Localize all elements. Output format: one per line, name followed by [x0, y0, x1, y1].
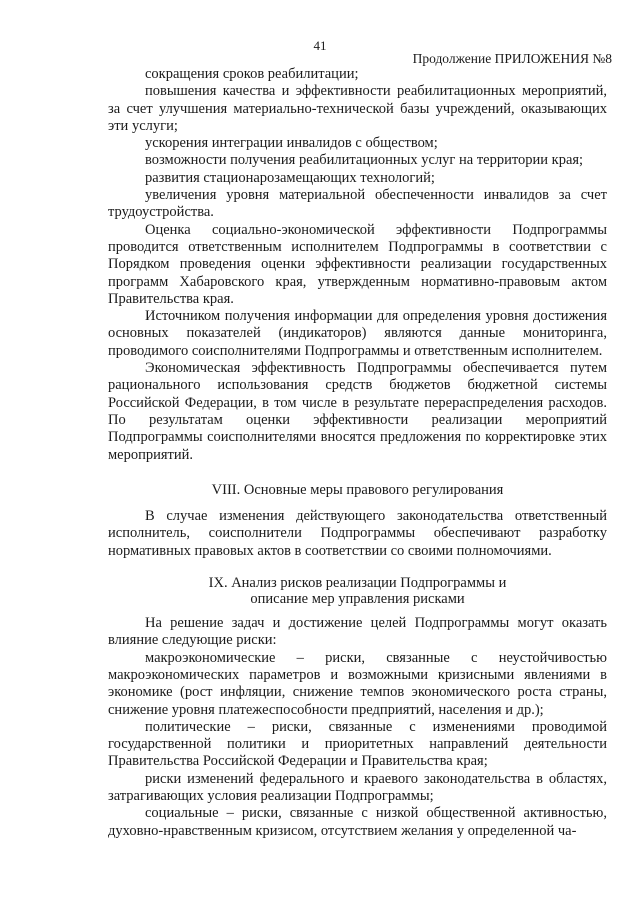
- paragraph: На решение задач и достижение целей Подпрограммы могут оказать влияние следующие риски:: [108, 615, 607, 649]
- section-heading-9-line2: описание мер управления рисками: [250, 590, 465, 607]
- list-item: политические – риски, связанные с изменениями проводимой государственной политики и приоритетных направлений деятельности Правительства Российской Федерации и Правительства края;: [108, 718, 607, 770]
- list-item: социальные – риски, связанные с низкой общественной активностью, духовно-нравственным кризисом, отсутствием желания у определенной ча-: [108, 805, 607, 839]
- paragraph: Экономическая эффективность Подпрограммы обеспечивается путем рационального использования средств бюджетов бюджетной системы Российской Федерации, в том числе в результате перераспределения расходов. По результатам оценки эффективности реализации мероприятий Подпрограммы соисполнителями вносятся предложения по корректировке этих мероприятий.: [108, 360, 607, 463]
- list-item: сокращения сроков реабилитации;: [145, 66, 359, 82]
- paragraph: Оценка социально-экономической эффективности Подпрограммы проводится ответственным исполнителем Подпрограммы в соответствии с Порядком проведения оценки эффективности реализации государственных программ Хабаровского края, утвержденным нормативно-правовым актом Правительства края.: [108, 221, 607, 307]
- section-heading-8: VIII. Основные меры правового регулирования: [211, 481, 504, 498]
- page-number: 41: [313, 38, 327, 53]
- paragraph: В случае изменения действующего законодательства ответственный исполнитель, соисполнители Подпрограммы обеспечивают разработку нормативных правовых актов в соответствии со своими полномочиями.: [108, 508, 607, 559]
- section-heading-9-line1: IX. Анализ рисков реализации Подпрограммы и: [208, 575, 507, 592]
- list-item: макроэкономические – риски, связанные с неустойчивостью макроэкономических параметров и возможными кризисными явлениями в экономике (рост инфляции, снижение темпов экономического роста страны, снижение уровня платежеспособности предприятий, населения и др.);: [108, 649, 607, 718]
- section-heading-9: [108, 576, 607, 607]
- list-item: возможности получения реабилитационных услуг на территории края;: [145, 152, 584, 169]
- list-item: увеличения уровня материальной обеспеченности инвалидов за счет трудоустройства.: [108, 187, 607, 221]
- document-body: [108, 66, 607, 840]
- paragraph: Источником получения информации для определения уровня достижения основных показателей (индикаторов) являются данные мониторинга, проводимого соисполнителями Подпрограммы и ответственным исполнителем.: [108, 308, 607, 359]
- appendix-continuation: Продолжение ПРИЛОЖЕНИЯ №8: [412, 51, 612, 66]
- list-item: развития стационарозамещающих технологий;: [145, 169, 435, 186]
- list-item: риски изменений федерального и краевого законодательства в областях, затрагивающих условия реализации Подпрограммы;: [108, 770, 607, 804]
- list-item: повышения качества и эффективности реабилитационных мероприятий, за счет улучшения материально-технической базы учреждений, оказывающих эти услуги;: [108, 83, 607, 134]
- list-item: ускорения интеграции инвалидов с обществом;: [145, 135, 438, 152]
